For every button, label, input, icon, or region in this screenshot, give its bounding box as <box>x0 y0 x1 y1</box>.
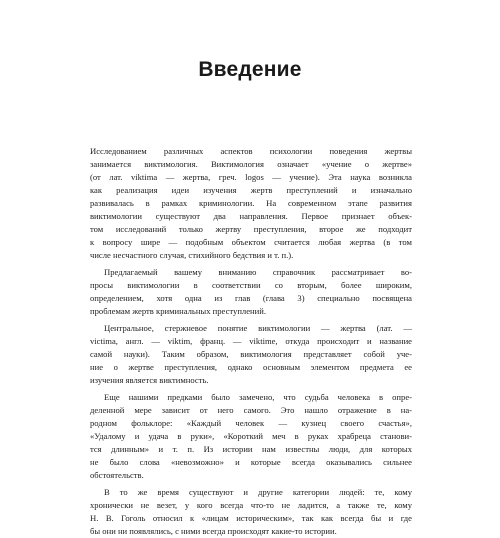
text-line: Исследованием различных аспектов психологии поведения жертвы <box>90 146 412 156</box>
text-line: (от лат. viktima — жертва, греч. logos — учение). Эта наука возникла <box>90 172 412 182</box>
text-line: изучения является виктимность. <box>90 375 209 385</box>
paragraph-3 <box>90 322 412 387</box>
text-line: самой науки). Таким образом, виктимология представляет собой уче- <box>90 349 412 359</box>
text-line: просы виктимологии в соответствии со вторым, более широким, <box>90 280 412 290</box>
text-line: том исследований только жертву преступления, второе же подходит <box>90 224 412 234</box>
text-line: Еще нашими предками было замечено, что судьба человека в опре- <box>104 392 412 402</box>
paragraph-5 <box>90 486 412 538</box>
text-line: проблемам жертв криминальных преступлений. <box>90 306 266 316</box>
text-line: числе несчастного случая, стихийного бедствия и т. п.). <box>90 250 294 260</box>
text-line: Н. В. Гоголь относил к «лицам историческим», так как всегда бы и где <box>90 513 412 523</box>
text-line: В то же время существуют и другие категории людей: те, кому <box>104 487 412 497</box>
text-line: тся длинным» и т. п. Из истории нам известны люди, для которых <box>90 444 412 454</box>
text-line: «Удалому и удача в руки», «Короткий меч в руках храбреца станови- <box>90 431 412 441</box>
text-line: хронически не везет, у кого всегда что-то не ладится, а также те, кому <box>90 500 412 510</box>
paragraph-1 <box>90 145 412 262</box>
paragraph-4 <box>90 391 412 482</box>
text-line: как реализация идеи изучения жертв преступлений и изначально <box>90 185 412 195</box>
chapter-title: Введение <box>198 58 302 81</box>
text-line: определением, хотя одна из глав (глава 3) специально посвящена <box>90 293 412 303</box>
text-line: ние о жертве преступления, однако основным элементом предмета ее <box>90 362 412 372</box>
body-text <box>90 145 412 538</box>
text-line: к вопросу шире — подобным объектом считается любая жертва (в том <box>90 237 412 247</box>
paragraph-2 <box>90 266 412 318</box>
text-line: родном фольклоре: «Каждый человек — кузнец своего счастья», <box>90 418 412 428</box>
text-line: Центральное, стержневое понятие виктимологии — жертва (лат. — <box>104 323 412 333</box>
text-line: деленной мере зависит от него самого. Это нашло отражение в на- <box>90 405 412 415</box>
text-line: бы они ни появлялись, с ними всегда происходят какие-то истории. <box>90 526 337 536</box>
text-line: не было слова «невозможно» и которые всегда оказывались сильнее <box>90 457 412 467</box>
text-line: виктимологии существуют два направления. Первое признает объек- <box>90 211 412 221</box>
text-line: обстоятельств. <box>90 470 144 480</box>
text-line: занимается виктимология. Виктимология означает «учение о жертве» <box>90 159 412 169</box>
text-line: victima, англ. — viktim, франц. — viktime, откуда происходит и название <box>90 336 412 346</box>
text-line: развивалась в рамках криминологии. На современном этапе развития <box>90 198 412 208</box>
text-line: Предлагаемый вашему вниманию справочник рассматривает во- <box>104 267 412 277</box>
